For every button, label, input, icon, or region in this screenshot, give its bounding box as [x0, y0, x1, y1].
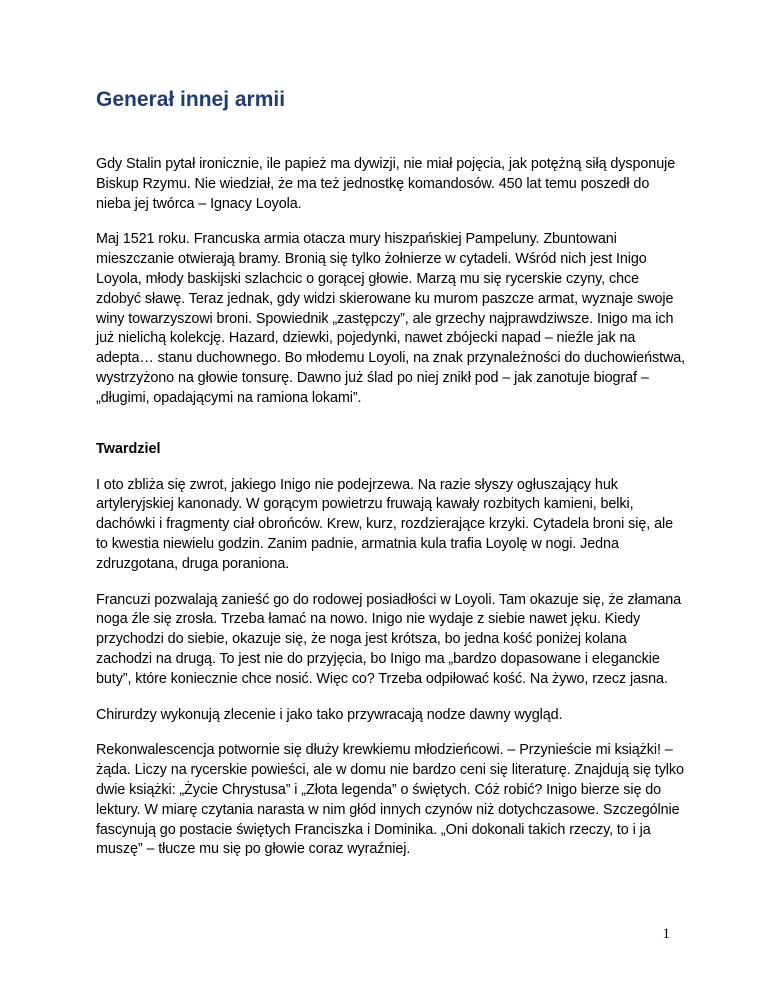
intro-paragraph-2: Maj 1521 roku. Francuska armia otacza mury hiszpańskiej Pampeluny. Zbuntowani mieszczanie otwierają bramy. Bronią się tylko żołnierze w cytadeli. Wśród nich jest Inigo Loyola, młody baskijski szlachcic o gorącej głowie. Marzą mu się rycerskie czyny, chce zdobyć sławę. Teraz jednak, gdy widzi skierowane ku murom paszcze armat, wyznaje swoje winy towarzyszowi broni. Spowiednik „zastępczy”, ale grzechy najprawdziwsze. Inigo ma ich już nielichą kolekcję. Hazard, dziewki, pojedynki, nawet zbójecki napad – nieźle jak na adepta… stanu duchownego. Bo młodemu Loyoli, na znak przynależności do duchowieństwa, wystrzyżono na głowie tonsurę. Dawno już ślad po niej znikł pod – jak zanotuje biograf – „długimi, opadającymi na ramiona lokami”. [96, 231, 686, 406]
section-heading: Twardziel [96, 440, 161, 457]
section-paragraph-4: Rekonwalescencja potwornie się dłuży krewkiemu młodzieńcowi. – Przynieście mi książki! – żąda. Liczy na rycerskie powieści, ale w domu nie bardzo ceni się literaturę. Znajdują się tylko dwie książki: „Życie Chrystusa” i „Złota legenda” o świętych. Cóż robić? Inigo bierze się do lektury. W miarę czytania narasta w nim głód innych czynów niż dotychczasowe. Szczególnie fascynują go postacie świętych Franciszka i Dominika. „Oni dokonali takich rzeczy, to i ja muszę” – tłucze mu się po głowie coraz wyraźniej. [96, 742, 684, 858]
section-paragraph-1: I oto zbliża się zwrot, jakiego Inigo nie podejrzewa. Na razie słyszy ogłuszający huk artyleryjskiej kanonady. W gorącym powietrzu fruwają kawały rozbitych kamieni, belki, dachówki i fragmenty ciał obrońców. Krew, kurz, rozdzierające krzyki. Cytadela broni się, ale to kwestia niewielu godzin. Zanim padnie, armatnia kula trafia Loyolę w nogi. Jedna zdruzgotana, druga poraniona. [96, 476, 673, 572]
page-number: 1 [662, 926, 670, 942]
section-paragraph-2: Francuzi pozwalają zanieść go do rodowej posiadłości w Loyoli. Tam okazuje się, że złamana noga źle się zrosła. Trzeba łamać na nowo. Inigo nie wydaje z siebie nawet jęku. Kiedy przychodzi do siebie, okazuje się, że noga jest krótsza, bo jedna kość poniżej kolana zachodzi na drugą. To jest nie do przyjęcia, bo Inigo ma „bardzo dopasowane i eleganckie buty”, które koniecznie chce nosić. Więc co? Trzeba odpiłować kość. Na żywo, rzecz jasna. [96, 591, 682, 687]
article-title: Generał innej armii [96, 88, 286, 111]
document-content [96, 86, 686, 876]
section-paragraph-3: Chirurdzy wykonują zlecenie i jako tako przywracają nodze dawny wygląd. [96, 706, 563, 723]
intro-paragraph-1: Gdy Stalin pytał ironicznie, ile papież ma dywizji, nie miał pojęcia, jak potężną siłą dysponuje Biskup Rzymu. Nie wiedział, że ma też jednostkę komandosów. 450 lat temu poszedł do nieba jej twórca – Ignacy Loyola. [96, 156, 676, 212]
